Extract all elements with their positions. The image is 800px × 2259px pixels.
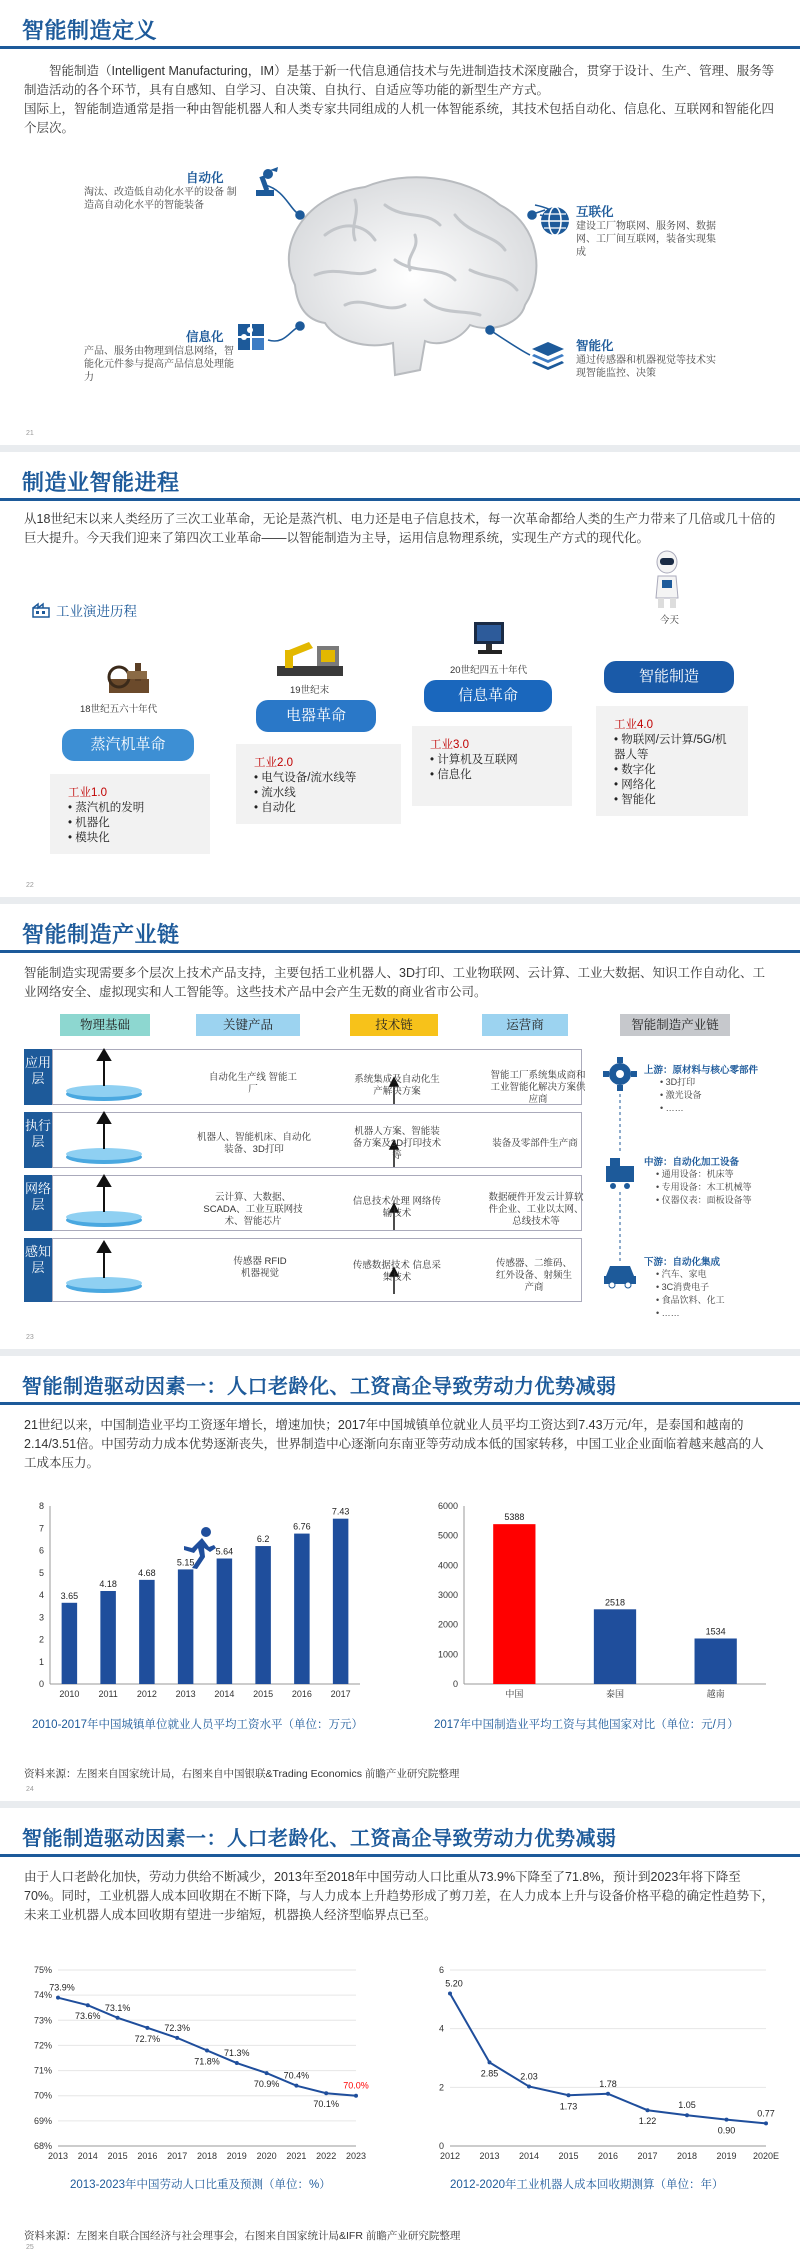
x-tick-label: 2013 — [47, 2151, 69, 2161]
page-number: 24 — [26, 1786, 34, 1793]
x-tick-label: 2021 — [286, 2151, 307, 2161]
y-tick-label: 75% — [33, 1965, 52, 1975]
machine-icon — [606, 1158, 634, 1189]
data-point — [685, 2113, 689, 2117]
era-label: 19世纪末 — [290, 685, 330, 696]
internet-label: 互联化 — [576, 205, 614, 219]
cell-tech: 机器人方案、智能装备方案及3D打印技术等 — [352, 1126, 442, 1161]
x-tick-label: 2014 — [77, 2151, 98, 2161]
industrial-robot-icon — [275, 636, 345, 678]
stage-intelligent-button[interactable]: 智能制造 — [604, 661, 734, 693]
running-man-icon — [180, 1526, 220, 1570]
data-point — [205, 2048, 209, 2052]
bar — [695, 1638, 737, 1684]
list-item: • …… — [656, 1308, 680, 1318]
internet-desc: 建设工厂物联网、服务网、数据网、工厂间互联网，装备实现集成 — [576, 221, 716, 258]
bar — [139, 1580, 155, 1684]
data-label: 1.78 — [599, 2078, 617, 2089]
data-label: 2518 — [604, 1597, 626, 1608]
data-point — [488, 2060, 492, 2064]
x-tick-label: 2019 — [226, 2151, 247, 2161]
layer-network: 网络层 — [24, 1175, 52, 1231]
list-item: • 网络化 — [614, 779, 656, 791]
industry-chain-paragraph: 智能制造实现需要多个层次上技术产品支持，主要包括工业机器人、3D打印、工业物联网、云计算、工业大数据、知识工作自动化、工业网络安全、虚拟现实和人工智能等。这些技术产品中会产生无数的商业省市公司。 — [24, 966, 765, 999]
cell-tech: 传感数据技术 信息采集技术 — [352, 1260, 442, 1283]
slide-driver-labor-population — [0, 1808, 800, 2259]
x-tick-label: 2013 — [479, 2151, 500, 2161]
data-label: 4.18 — [99, 1578, 117, 1589]
midstream-list — [656, 1168, 752, 1207]
stage-electric-button[interactable]: 电器革命 — [256, 700, 376, 732]
list-item: • 自动化 — [254, 802, 296, 814]
bar — [178, 1569, 194, 1684]
y-tick-label: 2000 — [437, 1619, 458, 1630]
list-item: • 3D打印 — [660, 1077, 696, 1087]
data-label: 70.4% — [283, 2070, 310, 2081]
title-divider — [0, 498, 800, 501]
stage-head: 工业4.0 — [614, 719, 653, 731]
y-tick-label: 5000 — [437, 1530, 458, 1541]
data-label: 5.20 — [445, 1978, 463, 1989]
data-label: 5388 — [504, 1512, 525, 1523]
list-item: • 信息化 — [430, 769, 472, 781]
intelligence-label: 智能化 — [576, 339, 614, 353]
x-tick-label: 2015 — [107, 2151, 128, 2161]
data-label: 0.90 — [717, 2125, 736, 2136]
y-tick-label: 7 — [38, 1523, 44, 1534]
y-tick-label: 71% — [33, 2065, 52, 2076]
x-tick-label: 2018 — [676, 2151, 698, 2161]
list-item: • 蒸汽机的发明 — [68, 802, 145, 814]
informatization-desc: 产品、服务由物理到信息网络，智能化元件参与提高产品信息处理能力 — [84, 346, 234, 383]
data-point — [725, 2118, 729, 2122]
cell-product: 云计算、大数据、SCADA、工业互联网技术、智能芯片 — [203, 1192, 303, 1227]
cell-product: 机器人、智能机床、自动化装备、3D打印 — [196, 1132, 311, 1155]
data-label: 72.7% — [134, 2033, 161, 2044]
data-label: 73.6% — [75, 2011, 101, 2022]
downstream-list — [656, 1268, 725, 1320]
data-label: 70.1% — [313, 2099, 339, 2110]
y-tick-label: 70% — [33, 2090, 52, 2101]
stage-information-button[interactable]: 信息革命 — [424, 680, 552, 712]
international-paragraph: 国际上，智能制造通常是指一种由智能机器人和人类专家共同组成的人机一体智能系统，其技术包括自动化、信息化、互联网和智能化四个层次。 — [24, 102, 775, 135]
x-tick-label: 2011 — [98, 1689, 118, 1699]
globe-network-icon — [538, 204, 572, 238]
series-line — [58, 1998, 356, 2096]
bar — [255, 1546, 271, 1684]
data-point — [175, 2036, 179, 2040]
y-tick-label: 73% — [33, 2015, 52, 2026]
list-item: • 3C消费电子 — [656, 1282, 710, 1292]
bar — [493, 1524, 535, 1684]
data-label: 71.3% — [224, 2048, 250, 2059]
y-tick-label: 69% — [33, 2115, 52, 2126]
y-tick-label: 1000 — [437, 1649, 458, 1660]
revolution-paragraph: 从18世纪末以来人类经历了三次工业革命，无论是蒸汽机、电力还是电子信息技术，每一次革命都给人类的生产力带来了几倍或几十倍的巨大提升。今天我们迎来了第四次工业革命——以智能制造为主导，运用信息物理系统，实现生产方式的现代化。 — [24, 512, 776, 545]
y-tick-label: 3 — [38, 1612, 44, 1623]
layer-perception: 感知层 — [24, 1238, 52, 1302]
x-tick-label: 2010 — [59, 1689, 80, 1699]
downstream-title: 下游：自动化集成 — [644, 1257, 721, 1268]
y-tick-label: 0 — [38, 1679, 44, 1689]
data-label: 71.8% — [194, 2056, 220, 2067]
slide-title: 智能制造产业链 — [22, 922, 180, 947]
upstream-title: 上游：原材料与核心零部件 — [644, 1065, 759, 1076]
slide-title: 制造业智能进程 — [22, 470, 180, 495]
x-tick-label: 2018 — [196, 2151, 218, 2161]
x-tick-label: 2015 — [558, 2151, 579, 2161]
y-tick-label: 4 — [438, 2023, 444, 2034]
y-tick-label: 72% — [33, 2040, 52, 2051]
list-item: • 物联网/云计算/5G/机器人等 — [614, 734, 727, 761]
list-item: • 通用设备：机床等 — [656, 1169, 734, 1179]
page-number: 25 — [26, 2244, 34, 2251]
wage-comparison-chart — [420, 1496, 780, 1706]
factory-icon — [32, 602, 50, 618]
era-label: 今天 — [660, 615, 680, 626]
y-tick-label: 1 — [38, 1656, 44, 1667]
header-chain: 智能制造产业链 — [620, 1014, 730, 1036]
stage-3-details — [412, 726, 572, 806]
intelligence-desc: 通过传感器和机器视觉等技术实现智能监控、决策 — [576, 355, 716, 379]
list-item: • 仪器仪表：面板设备等 — [656, 1195, 752, 1205]
data-label: 2.03 — [520, 2071, 538, 2082]
y-tick-label: 2 — [438, 2082, 444, 2093]
list-item: • 食品饮料、化工 — [656, 1295, 725, 1305]
x-tick-label: 2014 — [518, 2151, 540, 2161]
data-label: 1534 — [705, 1626, 726, 1637]
x-tick-label: 2012 — [136, 1689, 157, 1699]
data-label: 1.73 — [559, 2101, 578, 2112]
slide-industry-chain — [0, 904, 800, 1349]
data-label: 5.15 — [176, 1557, 195, 1568]
data-label: 3.65 — [60, 1590, 79, 1601]
midstream-title: 中游：自动化加工设备 — [644, 1157, 740, 1168]
x-tick-label: 2017 — [637, 2151, 658, 2161]
list-item: • 模块化 — [68, 832, 110, 844]
data-label: 1.22 — [638, 2116, 657, 2127]
platform-stack-diagram — [52, 1044, 162, 1306]
slide-manufacturing-intelligence-process — [0, 452, 800, 897]
slide-driver-wages — [0, 1356, 800, 1801]
puzzle-icon — [236, 320, 268, 360]
data-point — [527, 2084, 531, 2088]
data-label: 1.05 — [678, 2100, 696, 2111]
data-point — [56, 1996, 60, 2000]
data-point — [145, 2026, 149, 2030]
header-tech-chain: 技术链 — [350, 1014, 438, 1036]
data-label: 5.64 — [215, 1546, 234, 1557]
header-products: 关键产品 — [196, 1014, 300, 1036]
x-tick-label: 2016 — [291, 1689, 312, 1699]
cell-operator: 数据硬件开发云计算软件企业、工业以太网、总线技术等 — [488, 1192, 584, 1227]
chart-caption: 2012-2020年工业机器人成本回收期测算（单位：年） — [450, 2179, 724, 2191]
header-physical: 物理基础 — [60, 1014, 150, 1036]
x-tick-label: 2014 — [214, 1689, 235, 1699]
stage-head: 工业2.0 — [254, 757, 293, 769]
computer-monitor-icon — [468, 618, 512, 658]
x-tick-label: 2019 — [716, 2151, 737, 2161]
y-tick-label: 6 — [438, 1965, 444, 1975]
stage-1-details — [50, 774, 210, 854]
x-tick-label: 2016 — [137, 2151, 158, 2161]
stage-4-details — [596, 706, 748, 816]
x-tick-label: 2017 — [330, 1689, 351, 1699]
data-point — [324, 2091, 328, 2095]
upstream-list — [660, 1076, 702, 1115]
list-item: • 机器化 — [68, 817, 110, 829]
labor-ratio-line-chart — [20, 1958, 370, 2168]
data-label: 0.77 — [757, 2108, 775, 2119]
stage-head: 工业1.0 — [68, 787, 107, 799]
automation-desc: 淘汰、改造低自动化水平的设备 制造高自动化水平的智能装备 — [84, 187, 237, 211]
x-tick-label: 泰国 — [605, 1689, 625, 1699]
bar — [294, 1534, 310, 1684]
data-label: 73.1% — [104, 2002, 131, 2013]
data-point — [646, 2108, 650, 2112]
data-label: 7.43 — [331, 1506, 350, 1517]
y-tick-label: 8 — [38, 1501, 44, 1511]
y-tick-label: 68% — [33, 2141, 52, 2151]
cell-operator: 装备及零部件生产商 — [492, 1138, 578, 1149]
cell-product: 传感器 RFID 机器视觉 — [233, 1256, 287, 1279]
list-item: • 专用设备：木工机械等 — [656, 1182, 752, 1192]
slide-title: 智能制造定义 — [22, 18, 158, 43]
data-point — [86, 2003, 90, 2007]
slide-title: 智能制造驱动因素一：人口老龄化、工资高企导致劳动力优势减弱 — [22, 1828, 617, 1850]
history-heading: 工业演进历程 — [32, 600, 137, 620]
data-point — [265, 2071, 269, 2075]
cell-operator: 智能工厂系统集成商和工业智能化解决方案供应商 — [490, 1070, 586, 1105]
definition-paragraph: 智能制造（Intelligent Manufacturing，IM）是基于新一代信息通信技术与先进制造技术深度融合，贯穿于设计、生产、管理、服务等制造活动的各个环节，具有自感知、自学习、自决策、自执行、自适应等功能的新型生产方式。 — [24, 64, 775, 97]
robot-arm-icon — [250, 164, 280, 198]
steam-engine-icon — [105, 657, 153, 697]
cell-operator: 传感器、二维码、红外设备、射频生产商 — [495, 1258, 572, 1293]
list-item: • 计算机及互联网 — [430, 754, 518, 766]
data-point — [294, 2084, 298, 2088]
era-label: 18世纪五六十年代 — [80, 704, 158, 715]
chart-caption: 2017年中国制造业平均工资与其他国家对比（单位：元/月） — [434, 1719, 739, 1731]
data-point — [116, 2016, 120, 2020]
stage-steam-button[interactable]: 蒸汽机革命 — [62, 729, 194, 761]
cell-tech: 信息技术处理 网络传输技术 — [352, 1196, 442, 1219]
data-label: 73.9% — [49, 1982, 75, 1993]
wages-paragraph: 21世纪以来，中国制造业平均工资逐年增长，增速加快；2017年中国城镇单位就业人员平均工资达到7.43万元/年，是泰国和越南的2.14/3.51倍。中国劳动力成本优势逐渐丧失，世界制造中心逐渐向东南亚等劳动成本低的国家转移，中国工业企业面临着越来越高的人工成本压力。 — [24, 1418, 764, 1470]
humanoid-robot-icon — [652, 550, 682, 610]
page-number: 21 — [26, 430, 34, 437]
bar — [333, 1519, 349, 1684]
list-item: • 电气设备/流水线等 — [254, 772, 357, 784]
title-divider — [0, 1854, 800, 1857]
x-tick-label: 2020E — [752, 2151, 780, 2161]
slide-title: 智能制造驱动因素一：人口老龄化、工资高企导致劳动力优势减弱 — [22, 1376, 617, 1398]
y-tick-label: 0 — [438, 2141, 444, 2151]
layer-execution: 执行层 — [24, 1112, 52, 1168]
title-divider — [0, 1402, 800, 1405]
data-label: 2.85 — [480, 2068, 499, 2079]
bar — [594, 1609, 636, 1684]
list-item: • 数字化 — [614, 764, 656, 776]
page-number: 23 — [26, 1334, 34, 1341]
y-tick-label: 0 — [452, 1679, 458, 1689]
y-tick-label: 4 — [38, 1590, 44, 1600]
data-label: 6.2 — [256, 1534, 270, 1545]
x-tick-label: 2017 — [167, 2151, 188, 2161]
data-label: 72.3% — [164, 2022, 190, 2033]
gear-icon — [603, 1057, 637, 1091]
header-operator: 运营商 — [482, 1014, 568, 1036]
chart-caption: 2013-2023年中国劳动人口比重及预测（单位：%） — [70, 2179, 331, 2191]
era-label: 20世纪四五十年代 — [450, 665, 528, 676]
data-label: 70.0% — [343, 2080, 369, 2091]
title-divider — [0, 46, 800, 49]
data-label: 4.68 — [138, 1567, 156, 1578]
data-point — [448, 1991, 452, 1995]
x-tick-label: 2012 — [439, 2151, 461, 2161]
list-item: • 激光设备 — [660, 1090, 702, 1100]
y-tick-label: 74% — [33, 1990, 52, 2001]
chart-caption: 2010-2017年中国城镇单位就业人员平均工资水平（单位：万元） — [32, 1719, 363, 1731]
x-tick-label: 2016 — [597, 2151, 619, 2161]
y-tick-label: 2 — [38, 1634, 44, 1645]
x-tick-label: 2022 — [316, 2151, 337, 2161]
y-tick-label: 5 — [38, 1567, 44, 1578]
stage-2-details — [236, 744, 401, 824]
x-tick-label: 2015 — [253, 1689, 274, 1699]
layers-stack-icon — [530, 340, 566, 372]
car-icon — [604, 1266, 636, 1288]
informatization-label: 信息化 — [186, 330, 224, 344]
source-note: 资料来源：左图来自国家统计局，右图来自中国银联&Trading Economics 前瞻产业研究院整理 — [24, 1768, 460, 1780]
list-item: • 智能化 — [614, 794, 656, 806]
x-tick-label: 2023 — [345, 2151, 367, 2161]
x-tick-label: 中国 — [505, 1689, 524, 1699]
stage-head: 工业3.0 — [430, 739, 469, 751]
list-item: • …… — [660, 1103, 684, 1113]
series-line — [450, 1993, 766, 2123]
data-point — [235, 2061, 239, 2065]
cell-tech: 系统集成及自动化生产解决方案 — [354, 1074, 440, 1097]
bar — [217, 1559, 233, 1684]
cell-product: 自动化生产线 智能工厂 — [208, 1072, 298, 1095]
stream-icons — [600, 1054, 640, 1304]
data-point — [567, 2093, 571, 2097]
data-point — [606, 2092, 610, 2096]
data-point — [764, 2121, 768, 2125]
x-tick-label: 2013 — [175, 1689, 196, 1699]
list-item: • 汽车、家电 — [656, 1269, 707, 1279]
title-divider — [0, 950, 800, 953]
data-point — [354, 2094, 358, 2098]
y-tick-label: 3000 — [437, 1590, 458, 1600]
automation-label: 自动化 — [186, 171, 224, 185]
x-tick-label: 2020 — [256, 2151, 277, 2161]
y-tick-label: 6 — [38, 1545, 44, 1556]
layer-application: 应用层 — [24, 1049, 52, 1105]
slide-intelligent-manufacturing-definition — [0, 0, 800, 445]
robot-payback-line-chart — [420, 1958, 780, 2168]
labor-paragraph: 由于人口老龄化加快，劳动力供给不断减少，2013年至2018年中国劳动人口比重从73.9%下降至了71.8%，预计到2023年将下降至70%。同时，工业机器人成本回收期在不断下降，与人力成本上升趋势形成了剪刀差，在人力成本上升与设备价格平稳的确定性趋势下，未来工业机器人成本回收期有望进一步缩短，机器换人经济型临界点已至。 — [24, 1870, 775, 1922]
x-tick-label: 越南 — [706, 1689, 725, 1699]
list-item: • 流水线 — [254, 787, 296, 799]
bar — [62, 1603, 78, 1684]
y-tick-label: 4000 — [437, 1560, 458, 1571]
data-label: 6.76 — [293, 1521, 311, 1532]
data-label: 70.9% — [253, 2079, 280, 2090]
page-number: 22 — [26, 882, 34, 889]
bar — [100, 1591, 116, 1684]
source-note: 资料来源：左图来自联合国经济与社会理事会，右图来自国家统计局&IFR 前瞻产业研究院整理 — [24, 2230, 461, 2242]
y-tick-label: 6000 — [437, 1501, 458, 1511]
